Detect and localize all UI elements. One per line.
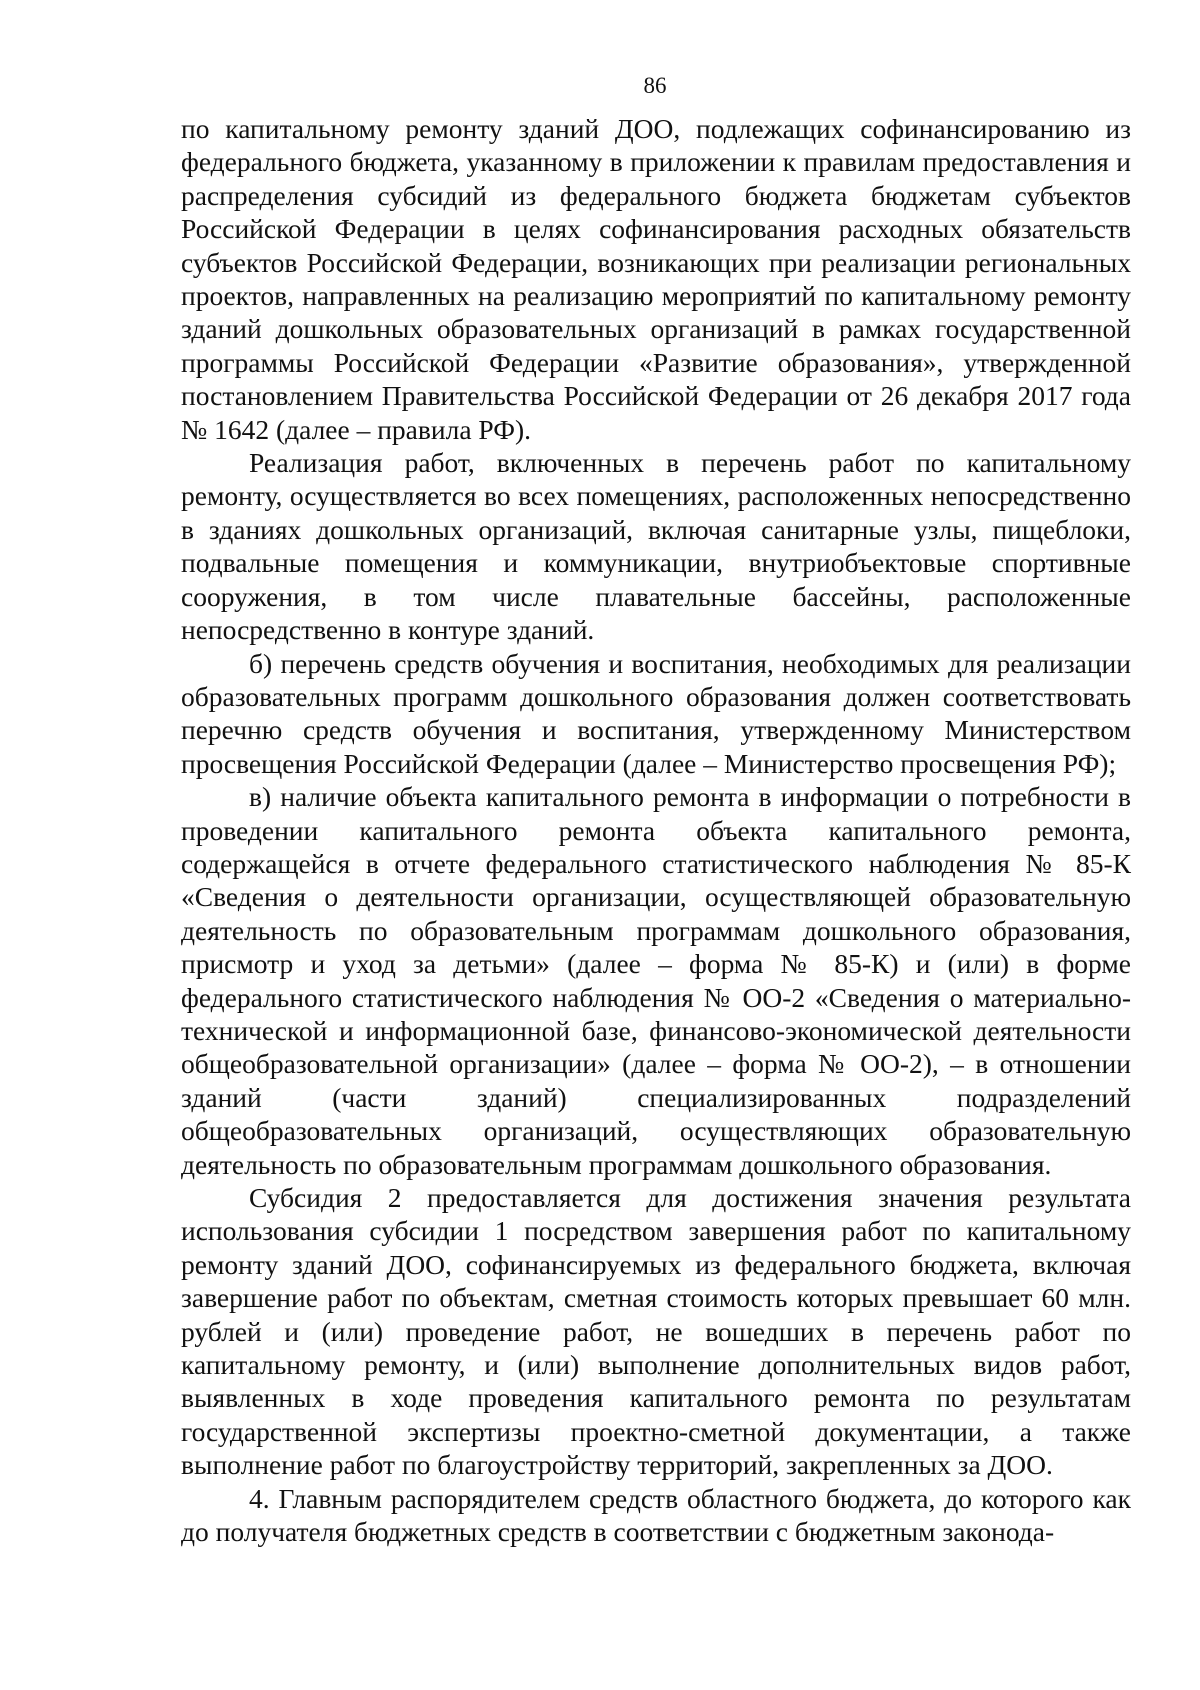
paragraph-3: б) перечень средств обучения и воспитания, необходимых для реализации образовательных программ дошкольного образования должен соответствовать перечню средств обучения и воспитания, утвержденному Министерством просвещения Российской Федерации (далее – Министерство просвещения РФ); [181,647,1131,779]
paragraph-2: Реализация работ, включенных в перечень работ по капитальному ремонту, осуществляется во всех помещениях, расположенных непосредственно в зданиях дошкольных организаций, включая санитарные узлы, пищеблоки, подвальные помещения и коммуникации, внутриобъектовые спортивные сооружения, в том числе плавательные бассейны, расположенные непосредственно в контуре зданий. [181,447,1131,646]
page-number: 86 [643,73,667,98]
paragraph-4: в) наличие объекта капитального ремонта в информации о потребности в проведении капитального ремонта объекта капитального ремонта, содержащейся в отчете федерального статистического наблюдения № 85-К «Сведения о деятельности организации, осуществляющей образовательную деятельность по образовательным программам дошкольного образования, присмотр и уход за детьми» (далее – форма № 85-К) и (или) в форме федерального статистического наблюдения № ОО-2 «Сведения о материально-технической и информационной базе, финансово-экономической деятельности общеобразовательной организации» (далее – форма № ОО-2), – в отношении зданий (части зданий) специализированных подразделений общеобразовательных организаций, осуществляющих образовательную деятельность по образовательным программам дошкольного образования. [181,781,1131,1180]
paragraph-5: Субсидия 2 предоставляется для достижения значения результата использования субсидии 1 посредством завершения работ по капитальному ремонту зданий ДОО, софинансируемых из федерального бюджета, включая завершение работ по объектам, сметная стоимость которых превышает 60 млн. рублей и (или) проведение работ, не вошедших в перечень работ по капитальному ремонту, и (или) выполнение дополнительных видов работ, выявленных в ходе проведения капитального ремонта по результатам государственной экспертизы проектно-сметной документации, а также выполнение работ по благоустройству территорий, закрепленных за ДОО. [181,1182,1131,1481]
paragraph-1: по капитальному ремонту зданий ДОО, подлежащих софинансированию из федерального бюджета, указанному в приложении к правилам предоставления и распределения субсидий из федерального бюджета бюджетам субъектов Российской Федерации в целях софинансирования расходных обязательств субъектов Российской Федерации, возникающих при реализации региональных проектов, направленных на реализацию мероприятий по капитальному ремонту зданий дошкольных образовательных организаций в рамках государственной программы Российской Федерации «Развитие образования», утвержденной постановлением Правительства Российской Федерации от 26 декабря 2017 года № 1642 (далее – правила РФ). [181,113,1131,445]
document-body [181,112,1131,1548]
paragraph-6: 4. Главным распорядителем средств областного бюджета, до которого как до получателя бюджетных средств в соответствии с бюджетным законода- [181,1482,1131,1548]
